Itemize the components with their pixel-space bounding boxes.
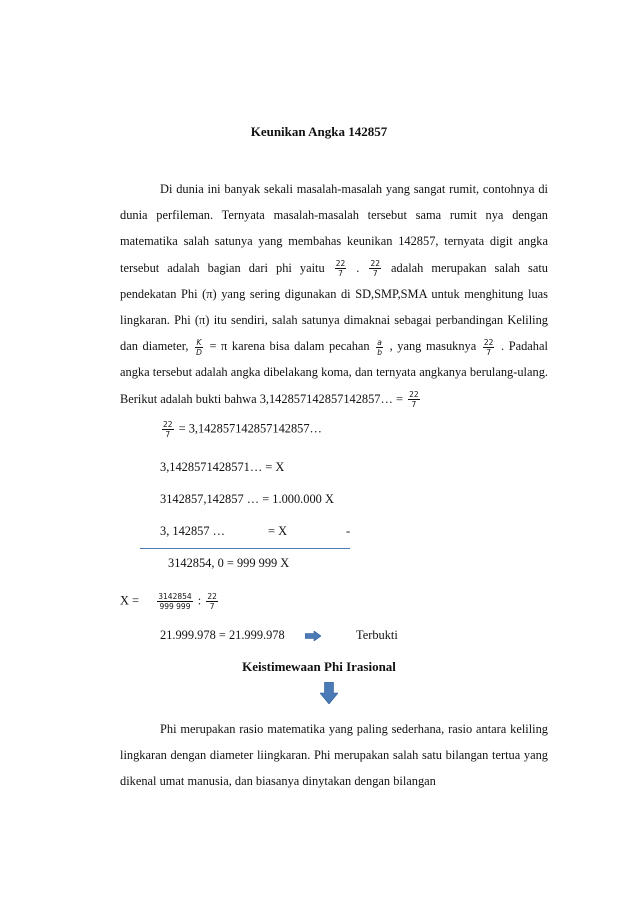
phi-text: Phi merupakan rasio matematika yang paling sederhana, rasio antara keliling lingkaran dengan diameter liingkaran. Phi merupakan salah satu bilangan tertua yang dikenal umat manusia, dan biasanya dinytakan dengan bilangan [120,722,548,789]
arrow-right-icon [305,631,321,641]
paragraph-intro [120,176,548,412]
fraction-22-7: $\frac{22}{7}$ [335,259,346,279]
proof-line-7: 21.999.978 = 21.999.978 [160,628,285,642]
paragraph-phi [120,716,548,795]
intro-text-2: adalah merupakan salah satu pendekatan Phi (π) yang sering digunakan di SD,SMP,SMA untuk menghitung luas lingkaran. Phi (π) itu sendiri, salah satunya dimaknai sebagai perbandingan Keliling dan diameter, [120,260,548,354]
proof-line-3: 3142857,142857 … = 1.000.000 X [160,492,334,506]
fraction-22-7-e: $\frac{22}{7}$ [207,592,217,611]
dot: . [356,260,360,275]
subtraction-line [140,548,350,549]
minus-sign: - [346,524,351,538]
section-subtitle: Keistimewaan Phi Irasional [242,659,396,674]
proof-line-6: X = $\frac{3142854}{999 999}$ : $\frac{22}{7}$ [120,592,217,611]
fraction-22-7-proof: $\frac{22}{7}$ [163,420,173,439]
intro-text-5: . Padahal angka tersebut adalah angka dibelakang koma, dan ternyata angkanya berulang-ulang. Berikut adalah bukti bahwa 3,142857142857142857… = [120,339,548,406]
proof-line-1: $\frac{22}{7}$ = 3,142857142857142857… [163,420,322,439]
intro-text-4: , yang masuknya [389,339,477,354]
page-title: Keunikan Angka 142857 [250,124,388,139]
intro-text-3: karena bisa dalam pecahan [231,339,370,354]
proof-line-5: 3142854, 0 = 999 999 X [168,556,290,570]
fraction-22-7-c: $\frac{22}{7}$ [483,337,494,357]
fraction-k-d: $\frac{K}{D}$ [196,337,202,357]
terbukti-label: Terbukti [356,628,398,642]
fraction-22-7-d: $\frac{22}{7}$ [409,390,419,410]
arrow-down-icon [320,682,338,704]
equals-pi: = π [209,339,228,354]
fraction-22-7-b: $\frac{22}{7}$ [370,259,380,279]
fraction-a-b: $\frac{a}{b}$ [377,337,382,357]
proof-line-2: 3,1428571428571… = X [160,460,285,474]
intro-text-1: Di dunia ini banyak sekali masalah-masalah yang sangat rumit, contohnya di dunia perfileman. Ternyata masalah-masalah tersebut sama rumit nya dengan matematika salah satunya yang membahas keunikan 142857, ternyata digit angka tersebut adalah bagian dari phi yaitu [120,182,548,275]
proof-line-4a: 3, 142857 … [160,524,226,538]
fraction-3142854-999999: $\frac{3142854}{999 999}$ [158,592,192,611]
proof-line-4b: = X [268,524,288,538]
